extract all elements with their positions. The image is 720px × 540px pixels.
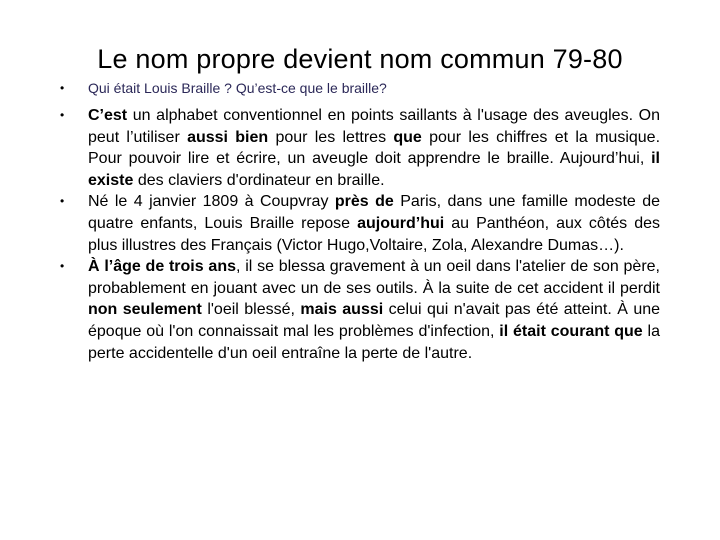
bullet-icon: •: [60, 108, 65, 122]
text-segment: la perte accidentelle d'un oeil entraîne la perte de l'autre.: [88, 322, 660, 362]
definition-text: [88, 107, 660, 189]
text-segment: pour les chiffres et la musique. Pour pouvoir lire et écrire, un aveugle doit apprendre le braille. Aujourd’hui,: [88, 128, 661, 168]
bold-phrase: il existe: [88, 150, 660, 189]
text-segment: un alphabet conventionnel en points saillants à l'usage des aveugles. On peut l’utiliser: [88, 107, 660, 146]
bold-phrase: non seulement: [88, 301, 202, 319]
bold-phrase: À l’âge de trois ans: [88, 258, 236, 276]
text-segment: des claviers d'ordinateur en braille.: [133, 171, 385, 189]
text-segment: Paris, dans une famille modeste de quatre enfants, Louis Braille repose: [88, 193, 661, 232]
bold-phrase: C’est: [88, 107, 128, 124]
slide-title: Le nom propre devient nom commun 79-80: [97, 44, 623, 74]
text-segment: pour les lettres: [268, 128, 394, 146]
bullet-item-definition: [60, 105, 660, 191]
bold-phrase: mais aussi: [300, 301, 384, 319]
bold-phrase: que: [393, 128, 422, 146]
bold-phrase: il était courant que: [499, 322, 643, 340]
text-segment: celui qui n'avait pas été atteint. À une époque où l'on connaissait mal les problèmes d'infection,: [88, 301, 661, 340]
text-segment: Né le 4 janvier 1809 à Coupvray: [88, 193, 335, 211]
bold-phrase: près de: [334, 193, 394, 211]
bullet-item-accident: [60, 256, 660, 364]
birth-text: [88, 193, 660, 253]
text-segment: , il se blessa gravement à un oeil dans l'atelier de son père, probablement en jouant avec un de ses outils. À la suite de cet accident il perdit: [88, 258, 660, 297]
bold-phrase: aussi bien: [187, 128, 269, 146]
bullet-icon: •: [60, 259, 65, 274]
bullet-item-birth: [60, 191, 660, 256]
question-text: Qui était Louis Braille ? Qu’est-ce que le braille?: [88, 80, 387, 96]
bullet-item-question: [60, 78, 660, 99]
bullet-list: [60, 78, 660, 364]
text-segment: l'oeil blessé,: [201, 301, 301, 319]
bullet-icon: •: [60, 81, 65, 95]
text-segment: au Panthéon, aux côtés des plus illustres des Français (Victor Hugo,Voltaire, Zola, Alexandre Dumas…).: [88, 214, 661, 254]
bold-phrase: aujourd’hui: [357, 214, 445, 232]
accident-text: [88, 258, 660, 361]
bullet-icon: •: [60, 194, 65, 209]
